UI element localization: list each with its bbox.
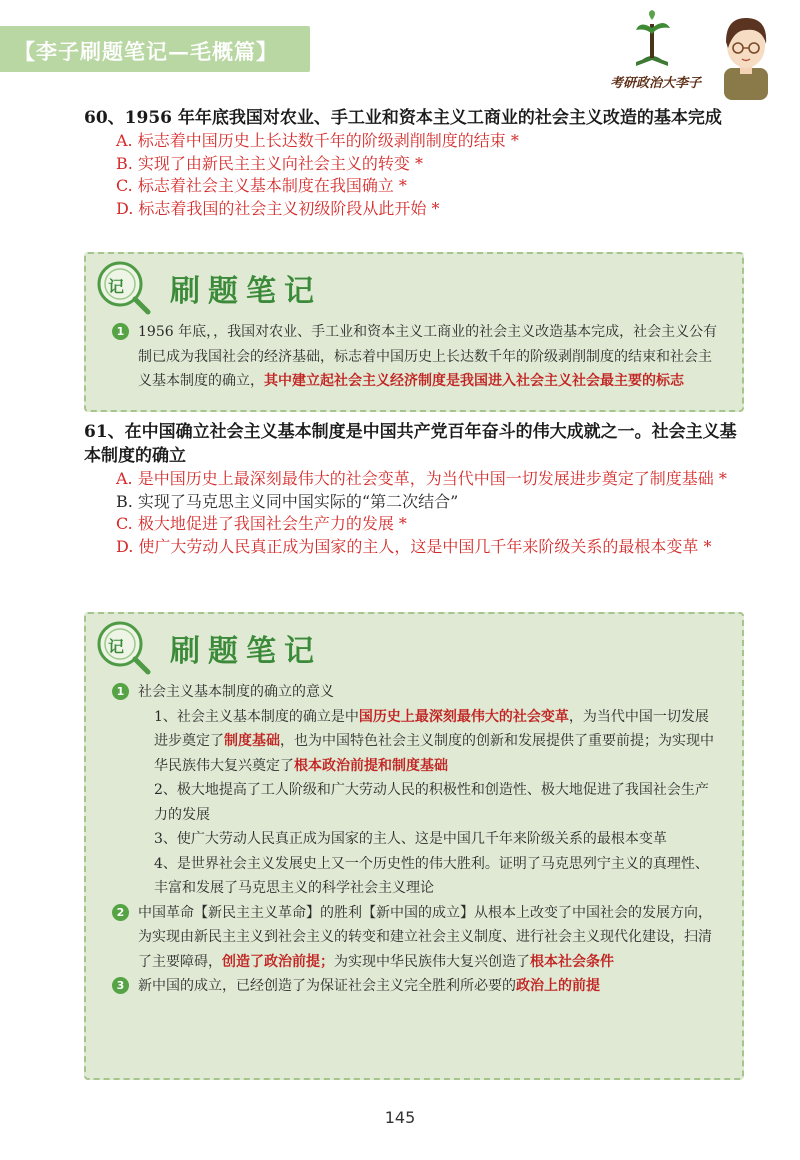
note-highlight: 国历史上最深刻最伟大的社会变革 bbox=[358, 708, 569, 725]
note-paragraph bbox=[138, 705, 722, 779]
page-number: 145 bbox=[384, 1108, 416, 1127]
note-highlight: 根本政治前提和制度基础 bbox=[294, 757, 448, 774]
question-61 bbox=[84, 420, 744, 558]
note-header bbox=[86, 254, 742, 320]
note-item-3 bbox=[86, 974, 742, 999]
study-note-1 bbox=[84, 252, 744, 412]
question-stem: 60、1956 年年底我国对农业、手工业和资本主义工商业的社会主义改造的基本完成 bbox=[84, 108, 722, 128]
option-d: D. 标志着我国的社会主义初级阶段从此开始 * bbox=[116, 198, 440, 218]
brand-logo bbox=[606, 10, 778, 100]
note-highlight: 其中建立起社会主义经济制度是我国进入社会主义社会最主要的标志 bbox=[264, 373, 684, 389]
note-highlight: 创造了政治前提； bbox=[222, 953, 334, 970]
item-number-badge: 1 bbox=[112, 323, 129, 340]
note-paragraph: 4、是世界社会主义发展史上又一个历史性的伟大胜利。证明了马克思列宁主义的真理性、丰富和发展了马克思主义的科学社会主义理论 bbox=[154, 855, 709, 896]
option-b: B. 实现了马克思主义同中国实际的“第二次结合” bbox=[116, 491, 459, 511]
item-number-badge: 3 bbox=[112, 977, 129, 994]
avatar-illustration bbox=[716, 10, 776, 100]
note-text: 1、社会主义基本制度的确立是中 bbox=[154, 708, 359, 725]
note-title: 刷题笔记 bbox=[170, 634, 322, 669]
note-highlight: 制度基础 bbox=[224, 733, 280, 749]
option-a: A. 标志着中国历史上长达数千年的阶级剥削制度的结束 * bbox=[116, 131, 519, 150]
note-text: 1956 年底，，我国对农业、手工业和资本主义工商业的社会主义改造基本完成，社会主义公有制已成为我国社会的经济基础，标志着中国历史上长达数千年的阶级剥削制度的结束和社会主义基本制度的确立， bbox=[138, 324, 718, 389]
header-title: 【李子刷题笔记—毛概篇】 bbox=[14, 39, 278, 64]
option-b: B. 实现了由新民主主义向社会主义的转变 * bbox=[116, 153, 424, 173]
note-badge-label: 记 bbox=[108, 637, 125, 656]
header-banner bbox=[0, 26, 310, 72]
note-heading: 社会主义基本制度的确立的意义 bbox=[138, 684, 334, 700]
note-item-1 bbox=[86, 320, 742, 394]
note-highlight: 根本社会条件 bbox=[530, 953, 614, 970]
question-60 bbox=[84, 106, 744, 220]
item-number-badge: 2 bbox=[112, 904, 129, 921]
option-a: A. 是中国历史上最深刻最伟大的社会变革，为当代中国一切发展进步奠定了制度基础 * bbox=[116, 469, 727, 488]
note-text: 新中国的成立，已经创造了为保证社会主义完全胜利所必要的 bbox=[138, 978, 516, 994]
question-stem: 61、在中国确立社会主义基本制度是中国共产党百年奋斗的伟大成就之一。社会主义基本制度的确立 bbox=[84, 422, 737, 466]
note-paragraph: 2、极大地提高了工人阶级和广大劳动人民的积极性和创造性、极大地促进了我国社会生产力的发展 bbox=[154, 782, 709, 823]
note-text: ，也为中国特色社会主义制度的创新和发展提供了重要前提；为实现中华民族伟大复兴奠定了 bbox=[154, 733, 714, 774]
note-highlight: 政治上的前提 bbox=[516, 978, 600, 994]
option-c: C. 标志着社会主义基本制度在我国确立 * bbox=[116, 176, 407, 195]
note-header bbox=[86, 614, 742, 680]
note-item-2 bbox=[86, 901, 742, 975]
note-badge-label: 记 bbox=[108, 277, 125, 296]
study-note-2 bbox=[84, 612, 744, 1080]
note-text: 中国革命【新民主主义革命】的胜利【新中国的成立】从根本上改变了中国社会的发展方向，为实现由新民主主义到社会主义的转变和建立社会主义制度、进行社会主义现代化建设，扫清了主要障碍， bbox=[138, 904, 712, 970]
logo-caption: 考研政治大李子 bbox=[610, 76, 702, 91]
item-number-badge: 1 bbox=[112, 683, 129, 700]
note-item-1 bbox=[86, 680, 742, 901]
note-text: 为实现中华民族伟大复兴创造了 bbox=[334, 953, 530, 970]
option-c: C. 极大地促进了我国社会生产力的发展 * bbox=[116, 514, 407, 533]
option-d: D. 使广大劳动人民真正成为国家的主人，这是中国几千年来阶级关系的最根本变革 * bbox=[116, 536, 712, 556]
note-paragraph: 3、使广大劳动人民真正成为国家的主人、这是中国几千年来阶级关系的最根本变革 bbox=[154, 831, 667, 847]
note-title: 刷题笔记 bbox=[170, 274, 322, 309]
note-text: ，为当代中国一切发展进步奠定了 bbox=[154, 708, 709, 749]
